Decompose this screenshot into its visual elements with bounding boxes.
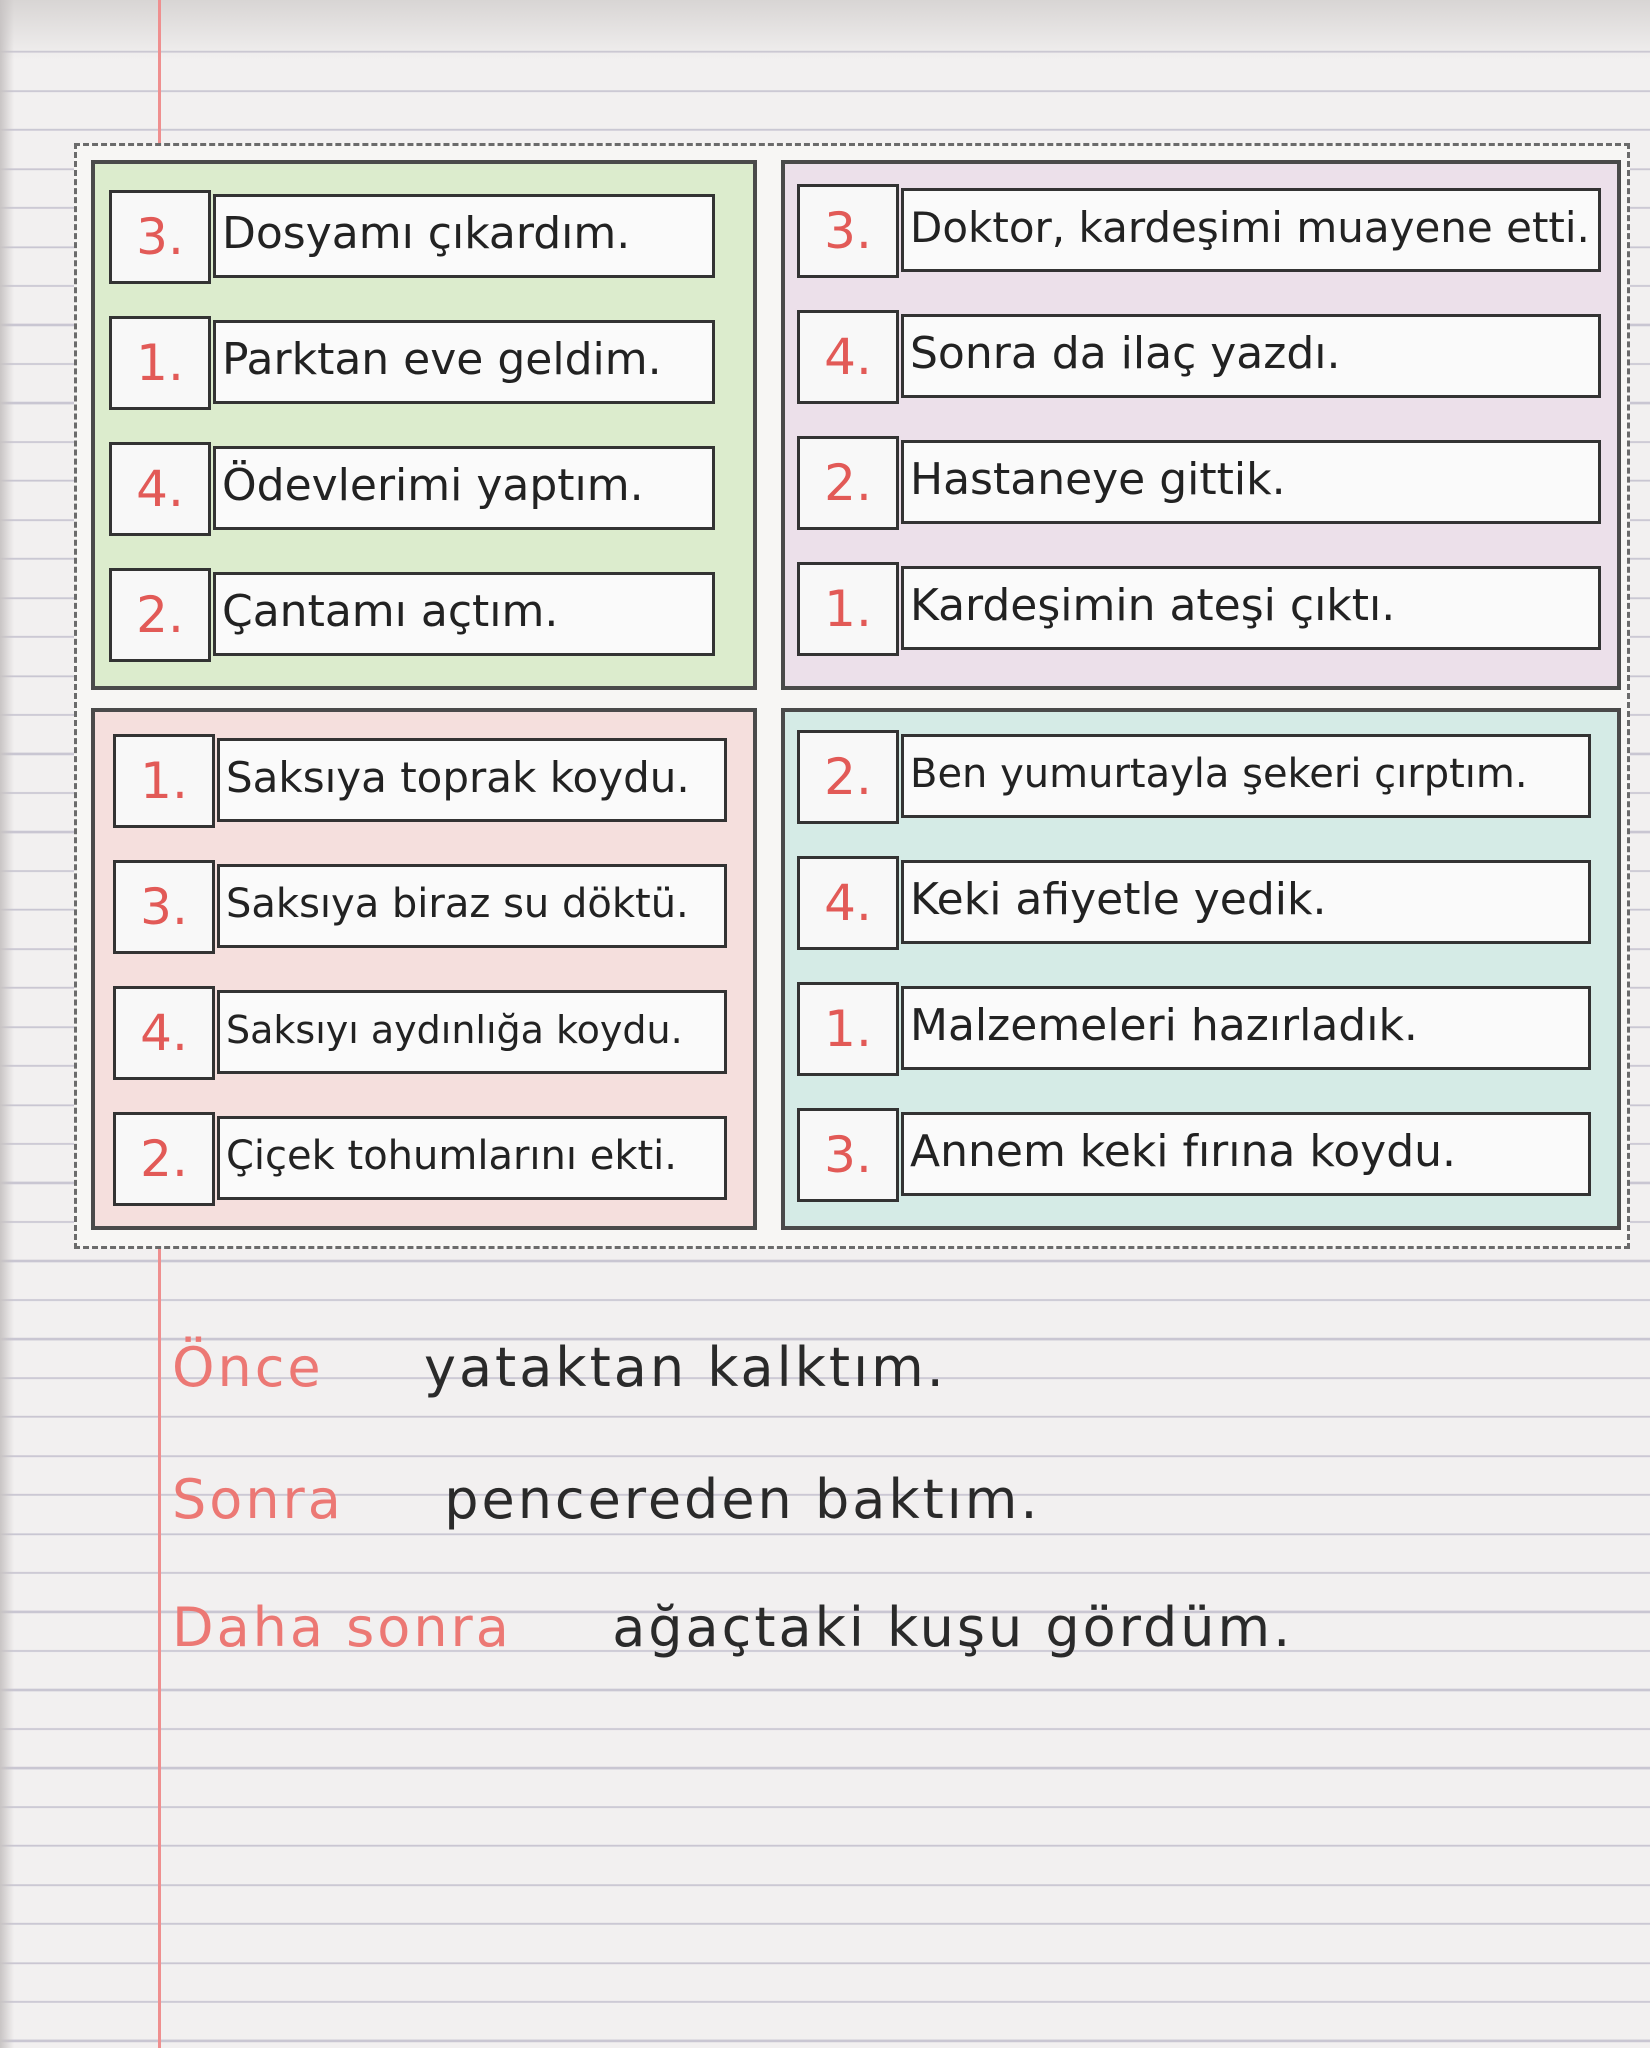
sentence-card: Saksıyı aydınlığa koydu. <box>217 990 727 1074</box>
order-number: 2. <box>113 1112 215 1206</box>
order-number: 1. <box>113 734 215 828</box>
panel-cake <box>781 708 1621 1230</box>
sentence-text: ağaçtaki kuşu gördüm. <box>612 1596 1294 1659</box>
order-number: 4. <box>109 442 211 536</box>
sentence-card: Hastaneye gittik. <box>901 440 1601 524</box>
sentence-card: Çantamı açtım. <box>213 572 715 656</box>
order-number: 4. <box>797 856 899 950</box>
sequencing-worksheet <box>74 143 1630 1249</box>
sentence-text: pencereden baktım. <box>444 1468 1041 1531</box>
sequence-word: Sonra <box>172 1468 344 1531</box>
handwritten-line <box>172 1336 947 1399</box>
sentence-card: Doktor, kardeşimi muayene etti. <box>901 188 1601 272</box>
sentence-card: Parktan eve geldim. <box>213 320 715 404</box>
sequence-word: Daha sonra <box>172 1596 512 1659</box>
order-number: 2. <box>109 568 211 662</box>
sentence-card: Saksıya toprak koydu. <box>217 738 727 822</box>
handwritten-line <box>172 1596 1293 1659</box>
sentence-card: Sonra da ilaç yazdı. <box>901 314 1601 398</box>
page-edge-shadow <box>0 0 14 2048</box>
sentence-card: Saksıya biraz su döktü. <box>217 864 727 948</box>
panel-doctor <box>781 160 1621 690</box>
sentence-card: Keki afiyetle yedik. <box>901 860 1591 944</box>
order-number: 1. <box>797 562 899 656</box>
sentence-card: Ödevlerimi yaptım. <box>213 446 715 530</box>
sentence-card: Dosyamı çıkardım. <box>213 194 715 278</box>
order-number: 2. <box>797 730 899 824</box>
handwritten-line <box>172 1468 1041 1531</box>
sentence-card: Malzemeleri hazırladık. <box>901 986 1591 1070</box>
sentence-card: Kardeşimin ateşi çıktı. <box>901 566 1601 650</box>
order-number: 4. <box>113 986 215 1080</box>
panel-school <box>91 160 757 690</box>
sentence-card: Çiçek tohumlarını ekti. <box>217 1116 727 1200</box>
panel-plant <box>91 708 757 1230</box>
order-number: 1. <box>109 316 211 410</box>
order-number: 3. <box>797 184 899 278</box>
order-number: 3. <box>113 860 215 954</box>
order-number: 1. <box>797 982 899 1076</box>
sentence-text: yataktan kalktım. <box>423 1336 947 1399</box>
order-number: 3. <box>109 190 211 284</box>
sequence-word: Önce <box>172 1336 324 1399</box>
order-number: 3. <box>797 1108 899 1202</box>
sentence-card: Annem keki fırına koydu. <box>901 1112 1591 1196</box>
sentence-card: Ben yumurtayla şekeri çırptım. <box>901 734 1591 818</box>
order-number: 4. <box>797 310 899 404</box>
order-number: 2. <box>797 436 899 530</box>
